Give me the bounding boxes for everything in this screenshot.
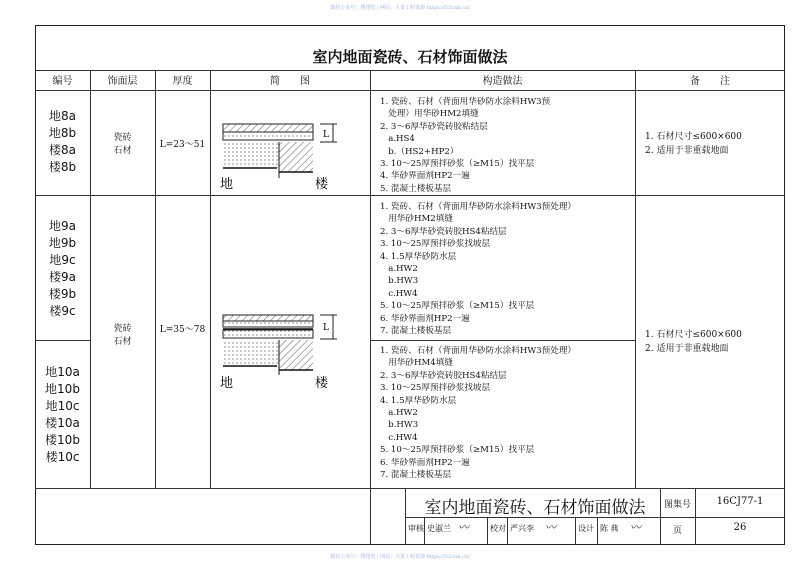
- floor-label: 楼: [315, 177, 329, 190]
- header-thickness: 厚度: [172, 76, 193, 87]
- review-label: 审核: [408, 524, 424, 533]
- row-finish: 瓷砖 石材: [113, 324, 132, 347]
- page-label: 页: [672, 526, 682, 536]
- design-label: 设计: [578, 524, 594, 533]
- atlas-number: 16CJ77-1: [716, 496, 764, 507]
- row-thickness: L=23～51: [159, 140, 206, 150]
- row-steps: 1. 瓷砖、石材（背面用华砂防水涂料HW3预处理） 用华砂HM4填缝 2. 3～6厚华砂瓷砖胶HS4粘结层 3. 10～25厚预拌砂浆找坡层 4. 1.5厚华砂防水层 a.HW2 b.HW3 c.HW4 5. 10～25厚预拌砂浆（≥M15）找平层 6. 华砂界面剂HP2一遍 7. 混凝土楼板基层: [380, 346, 577, 481]
- dim-label: L: [323, 323, 329, 333]
- floor-section-diagram: [215, 110, 365, 190]
- row-steps: 1. 瓷砖、石材（背面用华砂防水涂料HW3预 处理）用华砂HM2填缝 2. 3～6厚华砂瓷砖胶粘结层 a.HS4 b.（HS2+HP2） 3. 10～25厚预拌砂浆（≥M15）找平层 4. 华砂界面剂HP2一遍 5. 混凝土楼板基层: [380, 97, 551, 194]
- row-codes: 地10a 地10b 地10c 楼10a 楼10b 楼10c: [45, 365, 80, 464]
- page-number: 26: [733, 522, 747, 533]
- row-codes: 地9a 地9b 地9c 楼9a 楼9b 楼9c: [48, 219, 77, 318]
- row-thickness: L=35～78: [159, 325, 206, 335]
- header-method: 构造做法: [482, 76, 523, 87]
- header-code: 编号: [52, 76, 73, 87]
- row-finish: 瓷砖 石材: [113, 133, 132, 156]
- footer-title: 室内地面瓷砖、石材饰面做法: [424, 498, 646, 518]
- check-label: 校对: [490, 524, 506, 533]
- checker-name: 严兴李: [510, 524, 534, 533]
- atlas-label: 图集号: [663, 500, 691, 510]
- watermark-bottom: 微信公众号：搜建筑 | 网站：大量工程资源 https://52cnb.cn/: [330, 554, 470, 560]
- designer-name: 陈 典: [600, 524, 619, 533]
- header-remarks: 备 注: [690, 76, 730, 87]
- header-finish: 饰面层: [107, 76, 138, 87]
- reviewer-name: 史淑兰: [427, 524, 451, 533]
- header-diagram: 简 图: [270, 76, 310, 87]
- page-title: 室内地面瓷砖、石材饰面做法: [312, 48, 508, 66]
- checker-signature: 〰: [545, 521, 556, 534]
- floor-section-diagram-waterproof: [215, 305, 365, 390]
- floor-label: 楼: [315, 376, 329, 390]
- dim-label: L: [323, 130, 329, 140]
- designer-signature: 〰: [630, 521, 641, 534]
- watermark-top: 微信公众号：搜建筑 | 网站：大量工程资源 https://52cnb.cn/: [330, 5, 470, 11]
- ground-label: 地: [220, 177, 234, 190]
- row-codes: 地8a 地8b 楼8a 楼8b: [48, 109, 77, 174]
- reviewer-signature: 〰: [458, 521, 469, 534]
- row-steps: 1. 瓷砖、石材（背面用华砂防水涂料HW3预处理） 用华砂HM2填缝 2. 3～6厚华砂瓷砖胶HS4粘结层 3. 10～25厚预拌砂浆找坡层 4. 1.5厚华砂防水层 a.HW2 b.HW3 c.HW4 5. 10～25厚预拌砂浆（≥M15）找平层 6. 华砂界面剂HP2一遍 7. 混凝土楼板基层: [380, 202, 577, 337]
- ground-label: 地: [220, 376, 234, 390]
- row-remarks: 1. 石材尺寸≤600×600 2. 适用于非重载地面: [645, 330, 742, 354]
- row-remarks: 1. 石材尺寸≤600×600 2. 适用于非重载地面: [645, 132, 742, 156]
